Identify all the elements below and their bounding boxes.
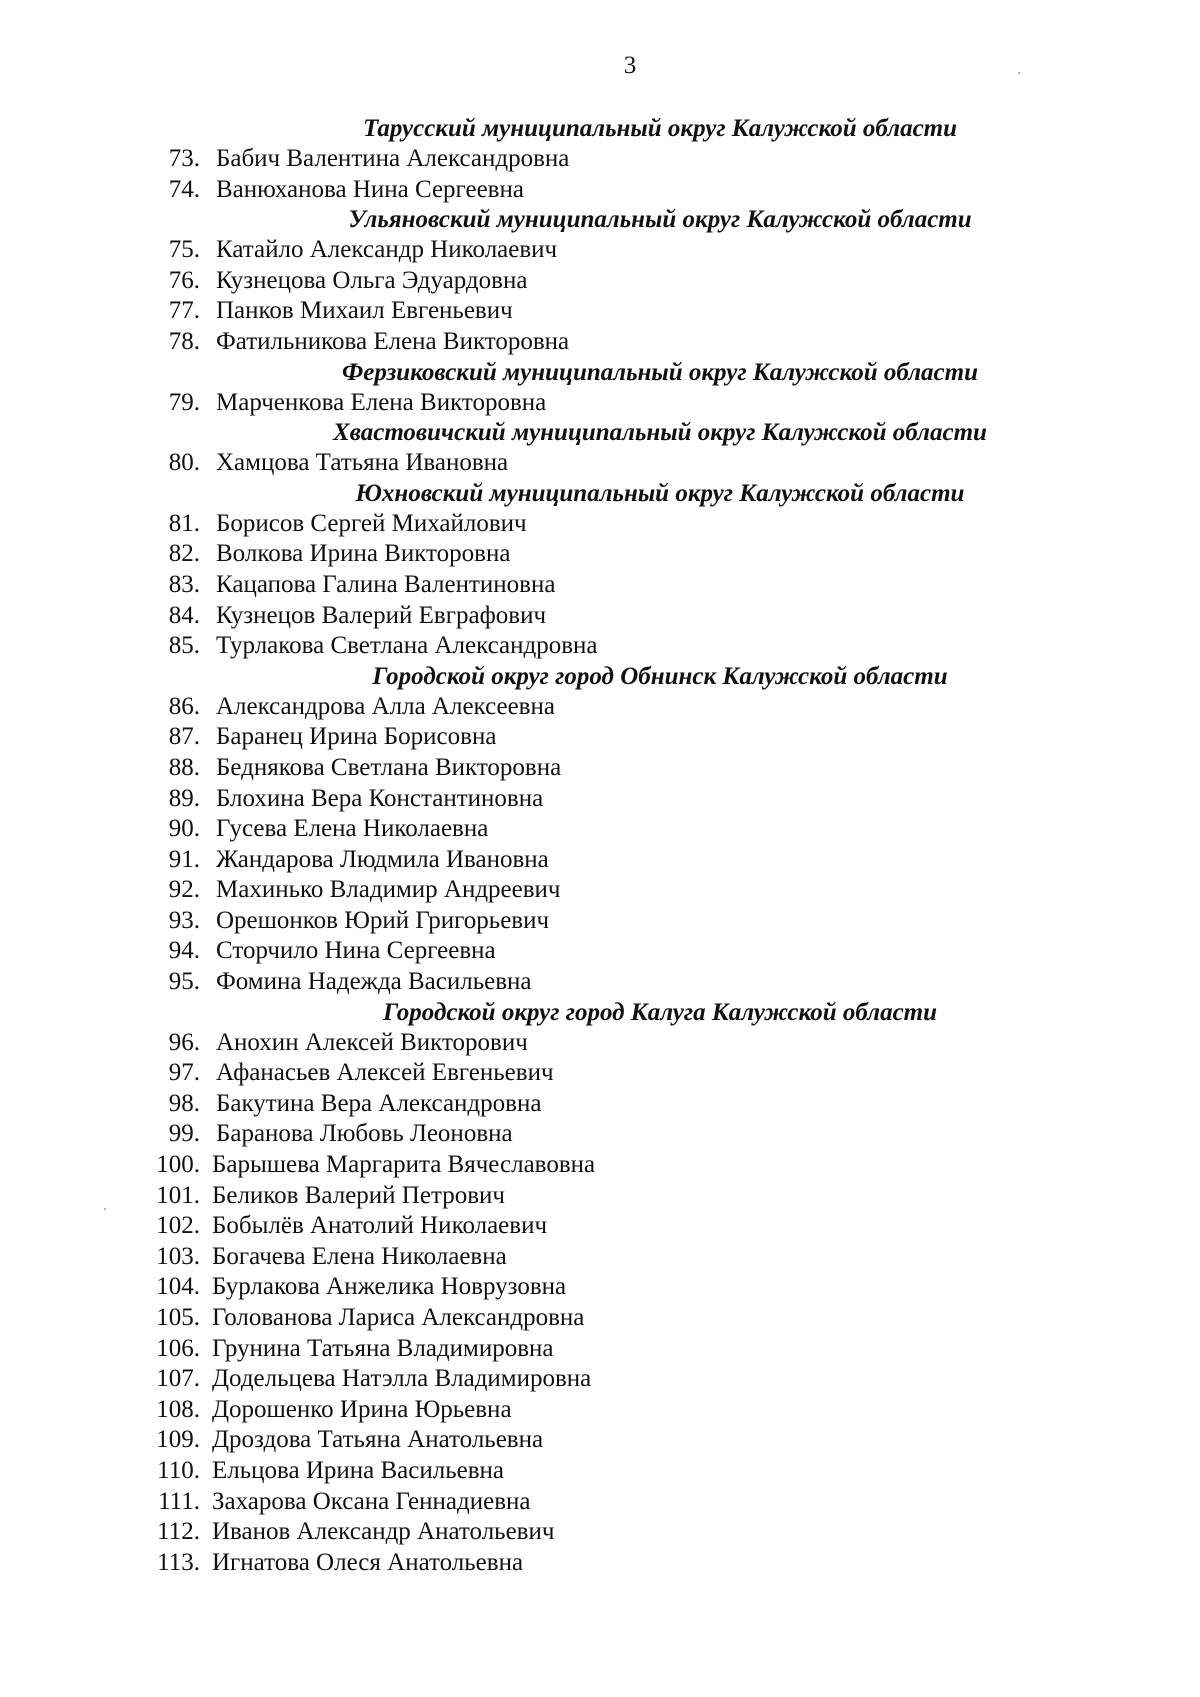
list-item [0, 1395, 1200, 1426]
list-item-number: 98. [168, 1089, 200, 1117]
list-item [0, 296, 1200, 327]
list-item-number: 81. [168, 509, 200, 537]
list-item-number: 78. [168, 327, 200, 355]
list-item-number: 90. [168, 815, 200, 843]
list-item-name: Орешонков Юрий Григорьевич [216, 906, 550, 934]
list-item-number: 113. [157, 1548, 200, 1576]
list-item [0, 1242, 1200, 1273]
list-item-number: 106. [156, 1334, 200, 1362]
list-item-name: Борисов Сергей Михайлович [216, 509, 527, 537]
section-heading: Юхновский муниципальный округ Калужской области [355, 479, 965, 507]
section-heading: Тарусский муниципальный округ Калужской области [362, 115, 958, 142]
section-heading: Хвастовичский муниципальный округ Калужской области [333, 419, 987, 447]
list-item [0, 1548, 1200, 1579]
list-item [0, 722, 1200, 753]
list-item-number: 93. [168, 906, 200, 934]
list-item-name: Кузнецов Валерий Евграфович [216, 601, 547, 629]
list-item-number: 103. [156, 1242, 200, 1270]
list-item [0, 1089, 1200, 1120]
list-item-name: Махинько Владимир Андреевич [216, 876, 561, 904]
list-item-name: Дроздова Татьяна Анатольевна [212, 1426, 544, 1454]
list-item-number: 104. [156, 1273, 200, 1301]
list-item-name: Бабич Валентина Александровна [216, 145, 570, 172]
list-item-number: 80. [168, 449, 200, 477]
list-item-name: Александрова Алла Алексеевна [216, 692, 555, 720]
list-item-name: Афанасьев Алексей Евгеньевич [216, 1059, 554, 1087]
list-item [0, 906, 1200, 937]
list-item-name: Иванов Александр Анатольевич [212, 1518, 555, 1546]
list-item-name: Сторчило Нина Сергеевна [216, 937, 496, 965]
scan-speck [104, 1208, 106, 1210]
list-item-name: Ельцова Ирина Васильевна [212, 1456, 505, 1484]
list-item [0, 753, 1200, 784]
list-item [0, 1028, 1200, 1059]
list-item-name: Грунина Татьяна Владимировна [212, 1334, 554, 1362]
list-item-name: Фатильникова Елена Викторовна [216, 327, 570, 355]
list-item-number: 110. [157, 1456, 200, 1484]
section-heading: Ферзиковский муниципальный округ Калужской области [341, 358, 979, 386]
list-item [0, 144, 1200, 175]
list-item-number: 112. [157, 1518, 200, 1546]
list-item-name: Фомина Надежда Васильевна [216, 968, 532, 996]
list-item [0, 1181, 1200, 1212]
list-item [0, 1425, 1200, 1456]
list-item-number: 99. [168, 1120, 200, 1148]
list-item-name: Беднякова Светлана Викторовна [216, 753, 562, 781]
list-item-name: Ванюханова Нина Сергеевна [216, 175, 524, 203]
list-item [0, 327, 1200, 358]
list-item-name: Игнатова Олеся Анатольевна [212, 1548, 524, 1576]
list-item-name: Кацапова Галина Валентиновна [216, 570, 556, 598]
list-item-name: Бакутина Вера Александровна [216, 1089, 542, 1117]
list-item [0, 235, 1200, 266]
list-item-number: 96. [168, 1028, 200, 1056]
list-item [0, 936, 1200, 967]
list-item-number: 82. [168, 540, 200, 568]
list-item-number: 88. [168, 753, 200, 781]
list-item-name: Бурлакова Анжелика Новрузовна [212, 1273, 567, 1301]
scan-speck [1018, 72, 1020, 74]
list-item-name: Марченкова Елена Викторовна [216, 388, 547, 416]
list-item-number: 77. [168, 297, 200, 325]
list-item [0, 539, 1200, 570]
list-item-name: Додельцева Натэлла Владимировна [212, 1365, 592, 1393]
list-item-name: Катайло Александр Николаевич [216, 236, 558, 264]
list-item [0, 814, 1200, 845]
list-item-number: 109. [156, 1426, 200, 1454]
list-item [0, 266, 1200, 297]
list-item-number: 86. [168, 692, 200, 720]
list-item [0, 175, 1200, 206]
list-item-number: 84. [168, 601, 200, 629]
list-item [0, 1119, 1200, 1150]
nominee-list [0, 114, 1200, 1578]
page-number: 3 [623, 52, 637, 79]
list-item [0, 1150, 1200, 1181]
list-item-number: 105. [156, 1304, 200, 1331]
list-item-name: Волкова Ирина Викторовна [216, 540, 511, 568]
list-item-name: Гусева Елена Николаевна [216, 815, 489, 843]
list-item [0, 1364, 1200, 1395]
list-item [0, 1211, 1200, 1242]
list-item [0, 845, 1200, 876]
list-item-name: Бобылёв Анатолий Николаевич [212, 1212, 548, 1240]
list-item [0, 448, 1200, 479]
list-item-number: 74. [168, 175, 200, 203]
list-item [0, 1487, 1200, 1518]
list-item [0, 875, 1200, 906]
list-item-name: Богачева Елена Николаевна [212, 1242, 507, 1270]
list-item-number: 91. [168, 845, 200, 873]
list-item [0, 388, 1200, 419]
list-item-name: Баранец Ирина Борисовна [216, 723, 497, 751]
list-item-name: Жандарова Людмила Ивановна [216, 845, 549, 873]
list-item-number: 108. [156, 1395, 200, 1423]
list-item [0, 509, 1200, 540]
list-item [0, 601, 1200, 632]
list-item [0, 1058, 1200, 1089]
list-item [0, 1303, 1200, 1334]
list-item-number: 76. [168, 266, 200, 294]
list-item-number: 97. [168, 1059, 200, 1087]
list-item-number: 102. [156, 1212, 200, 1240]
list-item-name: Хамцова Татьяна Ивановна [216, 449, 509, 477]
list-item-number: 83. [168, 570, 200, 598]
list-item-name: Турлакова Светлана Александровна [216, 632, 598, 660]
list-item-number: 100. [156, 1151, 200, 1179]
list-item-name: Голованова Лариса Александровна [212, 1304, 585, 1331]
list-item [0, 570, 1200, 601]
list-item-number: 92. [168, 876, 200, 904]
list-item-number: 95. [168, 968, 200, 996]
list-item-name: Кузнецова Ольга Эдуардовна [216, 266, 528, 294]
list-item-number: 94. [168, 937, 200, 965]
list-item-name: Барышева Маргарита Вячеславовна [212, 1151, 596, 1179]
list-item [0, 1272, 1200, 1303]
list-item-name: Дорошенко Ирина Юрьевна [212, 1395, 512, 1423]
list-item [0, 1517, 1200, 1548]
list-item [0, 784, 1200, 815]
section-heading: Городской округ город Калуга Калужской области [382, 998, 938, 1026]
list-item-number: 89. [168, 784, 200, 812]
list-item-name: Беликов Валерий Петрович [212, 1181, 505, 1209]
list-item [0, 1334, 1200, 1365]
list-item-number: 85. [168, 632, 200, 660]
list-item-number: 107. [156, 1365, 200, 1393]
list-item-name: Анохин Алексей Викторович [216, 1028, 528, 1056]
list-item-number: 87. [168, 723, 200, 751]
list-item-name: Захарова Оксана Геннадиевна [212, 1487, 531, 1515]
list-item-number: 79. [168, 388, 200, 416]
list-item-number: 101. [156, 1181, 200, 1209]
list-item-number: 75. [168, 236, 200, 264]
section-heading: Ульяновский муниципальный округ Калужской области [348, 206, 972, 234]
list-item-number: 111. [158, 1487, 200, 1515]
list-item [0, 692, 1200, 723]
list-item [0, 967, 1200, 998]
list-item-name: Блохина Вера Константиновна [216, 784, 544, 812]
list-item [0, 631, 1200, 662]
section-heading: Городской округ город Обнинск Калужской области [372, 662, 948, 690]
list-item-name: Баранова Любовь Леоновна [216, 1120, 513, 1148]
list-item-number: 73. [168, 145, 200, 172]
list-item-name: Панков Михаил Евгеньевич [216, 297, 513, 325]
list-item [0, 1456, 1200, 1487]
